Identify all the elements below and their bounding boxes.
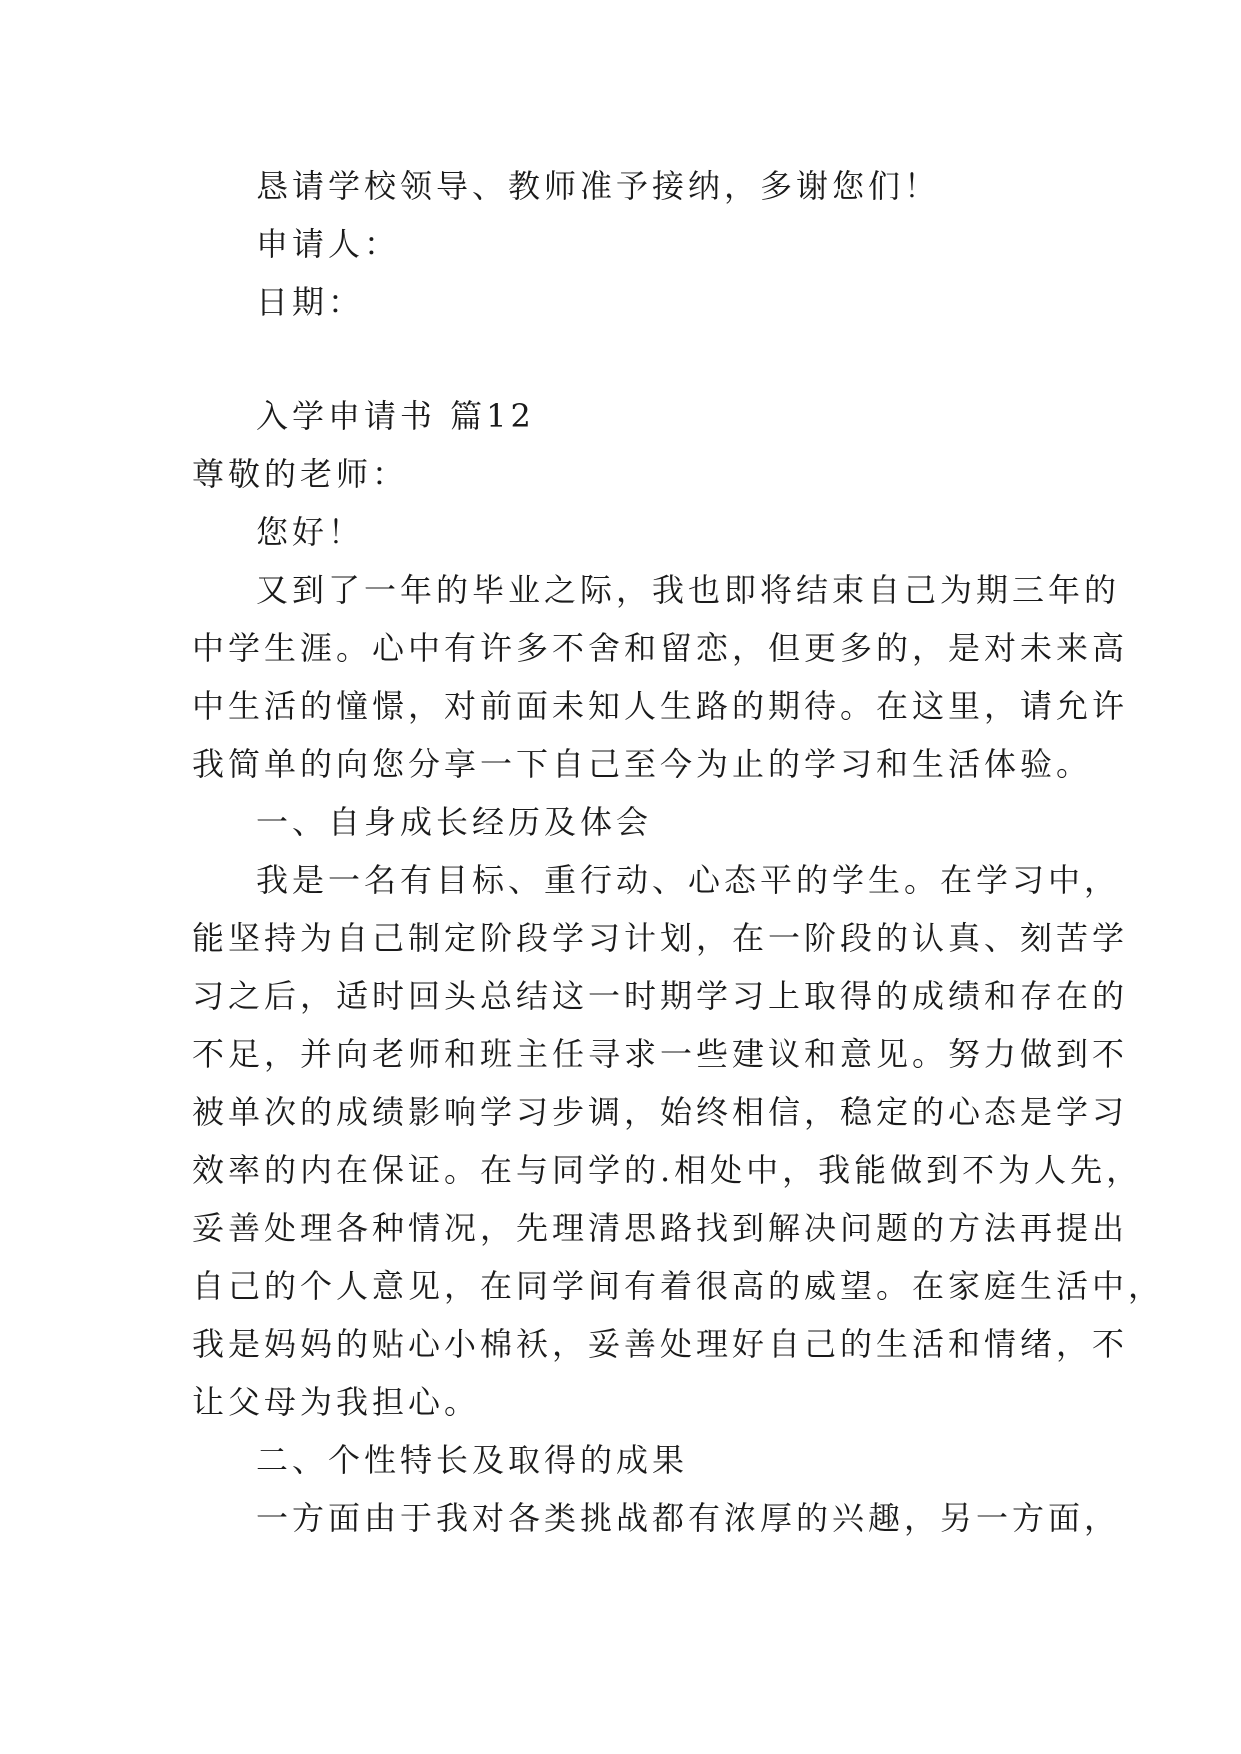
paragraph-line: 我是妈妈的贴心小棉袄，妥善处理好自己的生活和情绪，不 — [192, 1325, 1129, 1363]
part1-title: 一、自身成长经历及体会 — [256, 803, 653, 841]
paragraph-line: 我简单的向您分享一下自己至今为止的学习和生活体验。 — [192, 745, 1093, 783]
part2-title: 二、个性特长及取得的成果 — [256, 1441, 689, 1479]
paragraph-line: 一方面由于我对各类挑战都有浓厚的兴趣，另一方面， — [256, 1499, 1121, 1537]
paragraph-line: 我是一名有目标、重行动、心态平的学生。在学习中， — [256, 861, 1121, 899]
paragraph-line: 中学生涯。心中有许多不舍和留恋，但更多的，是对未来高 — [192, 629, 1129, 667]
request-acceptance-line: 恳请学校领导、教师准予接纳，多谢您们！ — [256, 167, 941, 205]
paragraph-line: 被单次的成绩影响学习步调，始终相信，稳定的心态是学习 — [192, 1093, 1129, 1131]
paragraph-line: 中生活的憧憬，对前面未知人生路的期待。在这里，请允许 — [192, 687, 1129, 725]
paragraph-line: 自己的个人意见，在同学间有着很高的威望。在家庭生活中， — [192, 1267, 1165, 1305]
salutation: 尊敬的老师： — [192, 455, 409, 493]
date-label: 日期： — [256, 283, 365, 321]
paragraph-line: 不足，并向老师和班主任寻求一些建议和意见。努力做到不 — [192, 1035, 1129, 1073]
applicant-label: 申请人： — [256, 225, 401, 263]
paragraph-line: 妥善处理各种情况，先理清思路找到解决问题的方法再提出 — [192, 1209, 1129, 1247]
paragraph-line: 习之后，适时回头总结这一时期学习上取得的成绩和存在的 — [192, 977, 1129, 1015]
paragraph-line: 又到了一年的毕业之际，我也即将结束自己为期三年的 — [256, 571, 1121, 609]
section-heading: 入学申请书 篇12 — [256, 397, 535, 435]
greeting: 您好！ — [256, 513, 365, 551]
paragraph-line: 让父母为我担心。 — [192, 1383, 481, 1421]
paragraph-line: 效率的内在保证。在与同学的.相处中，我能做到不为人先， — [192, 1151, 1143, 1189]
paragraph-line: 能坚持为自己制定阶段学习计划，在一阶段的认真、刻苦学 — [192, 919, 1129, 957]
